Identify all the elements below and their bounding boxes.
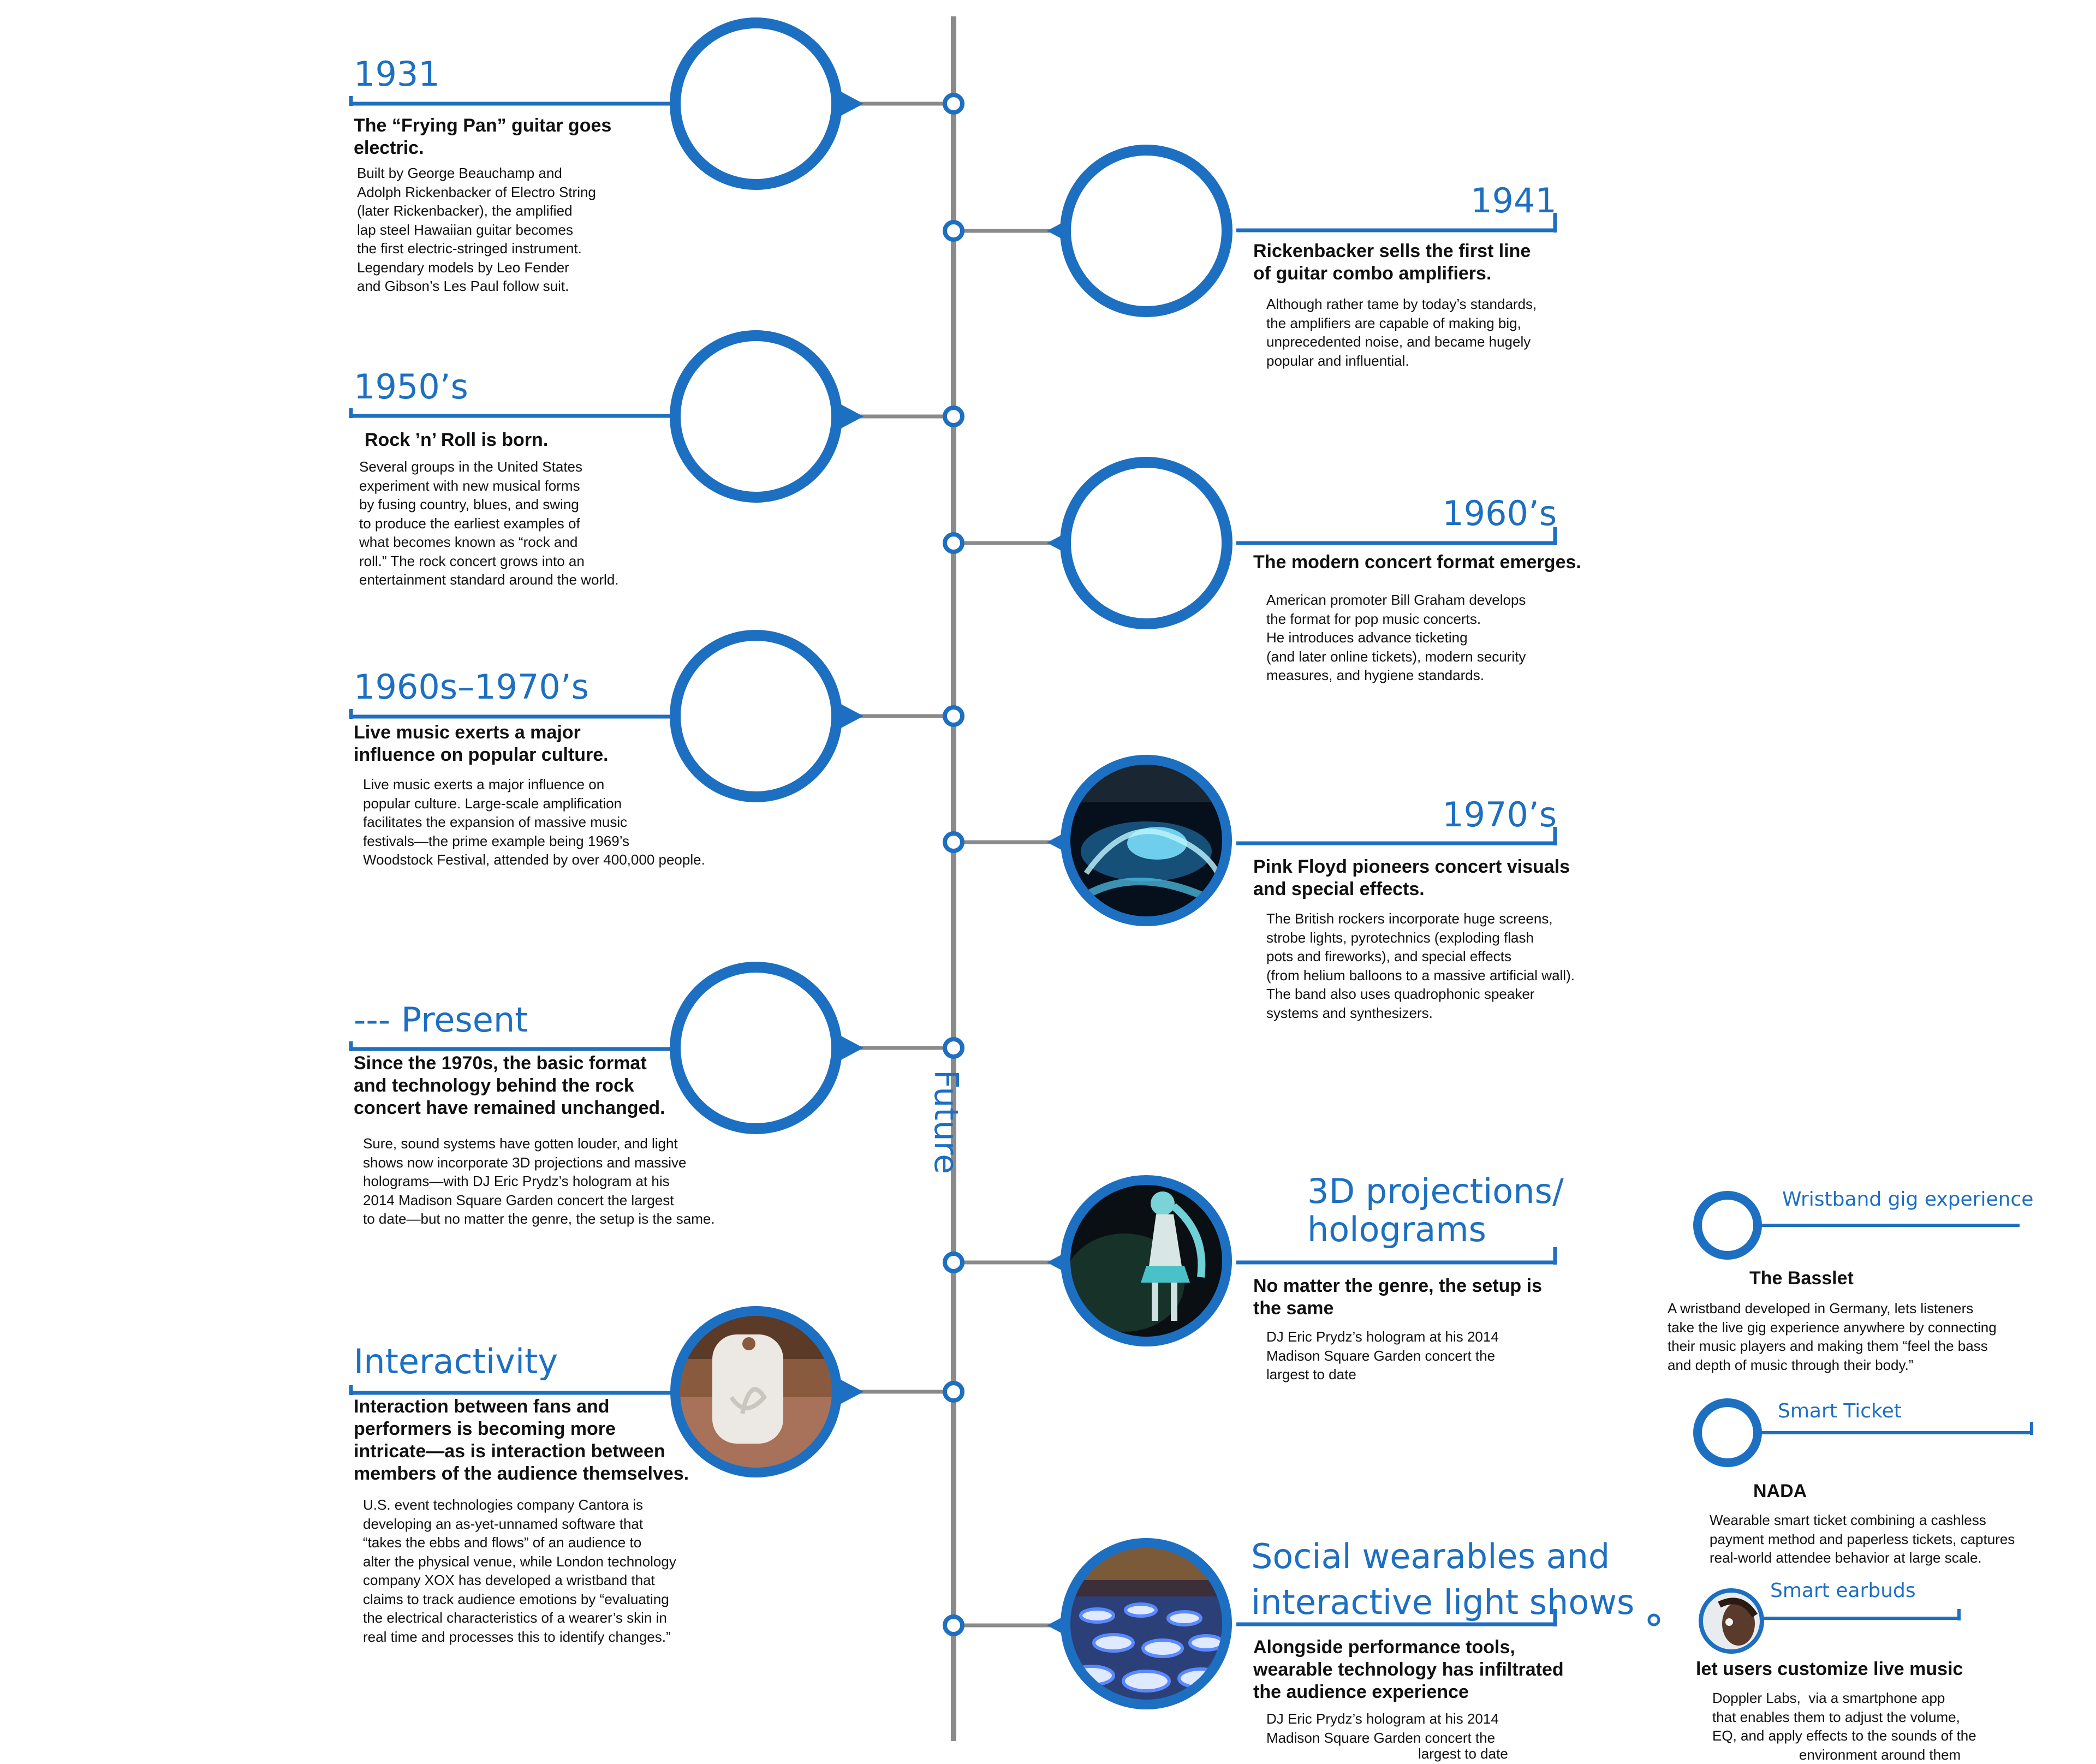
event-3d-projections-body: DJ Eric Prydz’s hologram at his 2014 Madison Square Garden concert the largest to date (1266, 1328, 1499, 1382)
event-present-body: Sure, sound systems have gotten louder, and light shows now incorporate 3D projections and massive holograms—with DJ Eric Prydz’s hologram at his 2014 Madison Square Garden concert the largest to date—but no matter the genre, the setup is the same. (363, 1135, 715, 1227)
event-1931-body: Built by George Beauchamp and Adolph Rickenbacker of Electro String (later Rickenbacker), the amplified lap steel Hawaiian guitar becomes the first electric-stringed instrument. Legendary models by Leo Fender and Gibson’s Les Paul follow suit. (357, 165, 596, 294)
milestone-circle-1941 (1065, 150, 1227, 312)
event-1960s-year: 1960’s (1442, 493, 1557, 533)
milestone-circle-1960s (1065, 462, 1227, 624)
event-interactivity-body: U.S. event technologies company Cantora is developing an as-yet-unnamed software that “takes the ebbs and flows” of an audience to alter the physical venue, while London technology company XOX has developed a wristband that claims to track audience emotions by “evaluating the electrical characteristics of a wearer’s skin in real time and processes this to identify changes.” (363, 1497, 676, 1645)
event-3d-projections-title: 3D projections/ holograms (1307, 1171, 1564, 1249)
event-1960s-1970s-year: 1960s–1970’s (354, 667, 589, 707)
event-1960s-1970s-body: Live music exerts a major influence on popular culture. Large-scale amplification facilitates the expansion of massive music festivals—the prime example being 1969’s Woodstock Festival, attended by over 400,000 people. (363, 776, 705, 868)
event-1950s-headline: Rock ’n’ Roll is born. (365, 430, 549, 450)
event-social-wearables-body: DJ Eric Prydz’s hologram at his 2014 Madison Square Garden concert the (1266, 1711, 1499, 1746)
event-interactivity-headline: Interaction between fans and performers is becoming more intricate—as is interaction between members of the audience themselves. (354, 1396, 689, 1484)
basslet-circle (1698, 1195, 1758, 1255)
event-1941-body: Although rather tame by today’s standards, the amplifiers are capable of making big, unprecedented noise, and became hugely popular and influential. (1266, 296, 1537, 369)
wearable-label-smart-ticket: Smart Ticket (1778, 1400, 1902, 1422)
event-social-wearables-headline: Alongside performance tools, wearable technology has infiltrated the audience experience (1253, 1637, 1564, 1702)
event-1941-headline: Rickenbacker sells the first line of guitar combo amplifiers. (1253, 241, 1531, 284)
timeline-axis (951, 16, 956, 1741)
event-1931-headline: The “Frying Pan” guitar goes electric. (354, 115, 612, 158)
wearable-title-basslet: The Basslet (1749, 1268, 1854, 1289)
event-3d-projections-headline: No matter the genre, the setup is the same (1253, 1276, 1542, 1319)
wearable-title-earbuds: let users customize live music (1696, 1659, 1963, 1679)
wearable-title-nada: NADA (1753, 1481, 1807, 1501)
event-1970s-headline: Pink Floyd pioneers concert visuals and special effects. (1253, 856, 1570, 899)
event-1960s-1970s-headline: Live music exerts a major influence on popular culture. (354, 722, 609, 765)
event-1970s-body: The British rockers incorporate huge screens, strobe lights, pyrotechnics (exploding flash pots and fireworks), and special effects (from helium balloons to a massive artificial wall). The band also uses quadrophonic speaker systems and synthesizers. (1266, 910, 1575, 1021)
wearable-body-earbuds: Doppler Labs, via a smartphone app that enables them to adjust the volume, EQ, and apply effects to the sounds of the environment around them (1712, 1690, 1976, 1763)
axis-label-future: Future (927, 1070, 965, 1175)
event-1950s-body: Several groups in the United States experiment with new musical forms by fusing country, blues, and swing to produce the earliest examples of what becomes known as “rock and roll.” The rock concert grows into an entertainment standard around the world. (359, 458, 619, 588)
event-present-year: --- Present (354, 1000, 528, 1040)
event-present-headline: Since the 1970s, the basic format and technology behind the rock concert have remained unchanged. (354, 1053, 665, 1118)
event-interactivity-year: Interactivity (354, 1342, 558, 1381)
event-1950s-year: 1950’s (354, 367, 468, 407)
wearable-body-basslet: A wristband developed in Germany, lets listeners take the live gig experience anywhere by connecting their music players and making them “feel the bass and depth of music through their body.” (1668, 1300, 1997, 1373)
milestone-circle-1931 (675, 23, 837, 184)
event-1941-year: 1941 (1470, 181, 1557, 221)
event-1960s-headline: The modern concert format emerges. (1253, 552, 1581, 573)
milestone-circle-1960s-1970s (675, 635, 837, 797)
event-1960s-body: American promoter Bill Graham develops the format for pop music concerts. He introduces advance ticketing (and later online tickets), modern security measures, and hygiene standards. (1266, 592, 1526, 683)
wearable-body-nada: Wearable smart ticket combining a cashless payment method and paperless tickets, captures real-world attendee behavior at large scale. (1710, 1512, 2015, 1566)
event-social-wearables-title: Social wearables and interactive light shows (1251, 1536, 1635, 1622)
event-social-wearables-body-tail: largest to date (1418, 1745, 1508, 1762)
event-1931-year: 1931 (354, 54, 440, 94)
wearable-label-wristband: Wristband gig experience (1782, 1188, 2034, 1211)
nada-circle (1698, 1403, 1758, 1463)
wearable-label-smart-earbuds: Smart earbuds (1770, 1580, 1916, 1602)
event-1970s-year: 1970’s (1442, 795, 1557, 835)
